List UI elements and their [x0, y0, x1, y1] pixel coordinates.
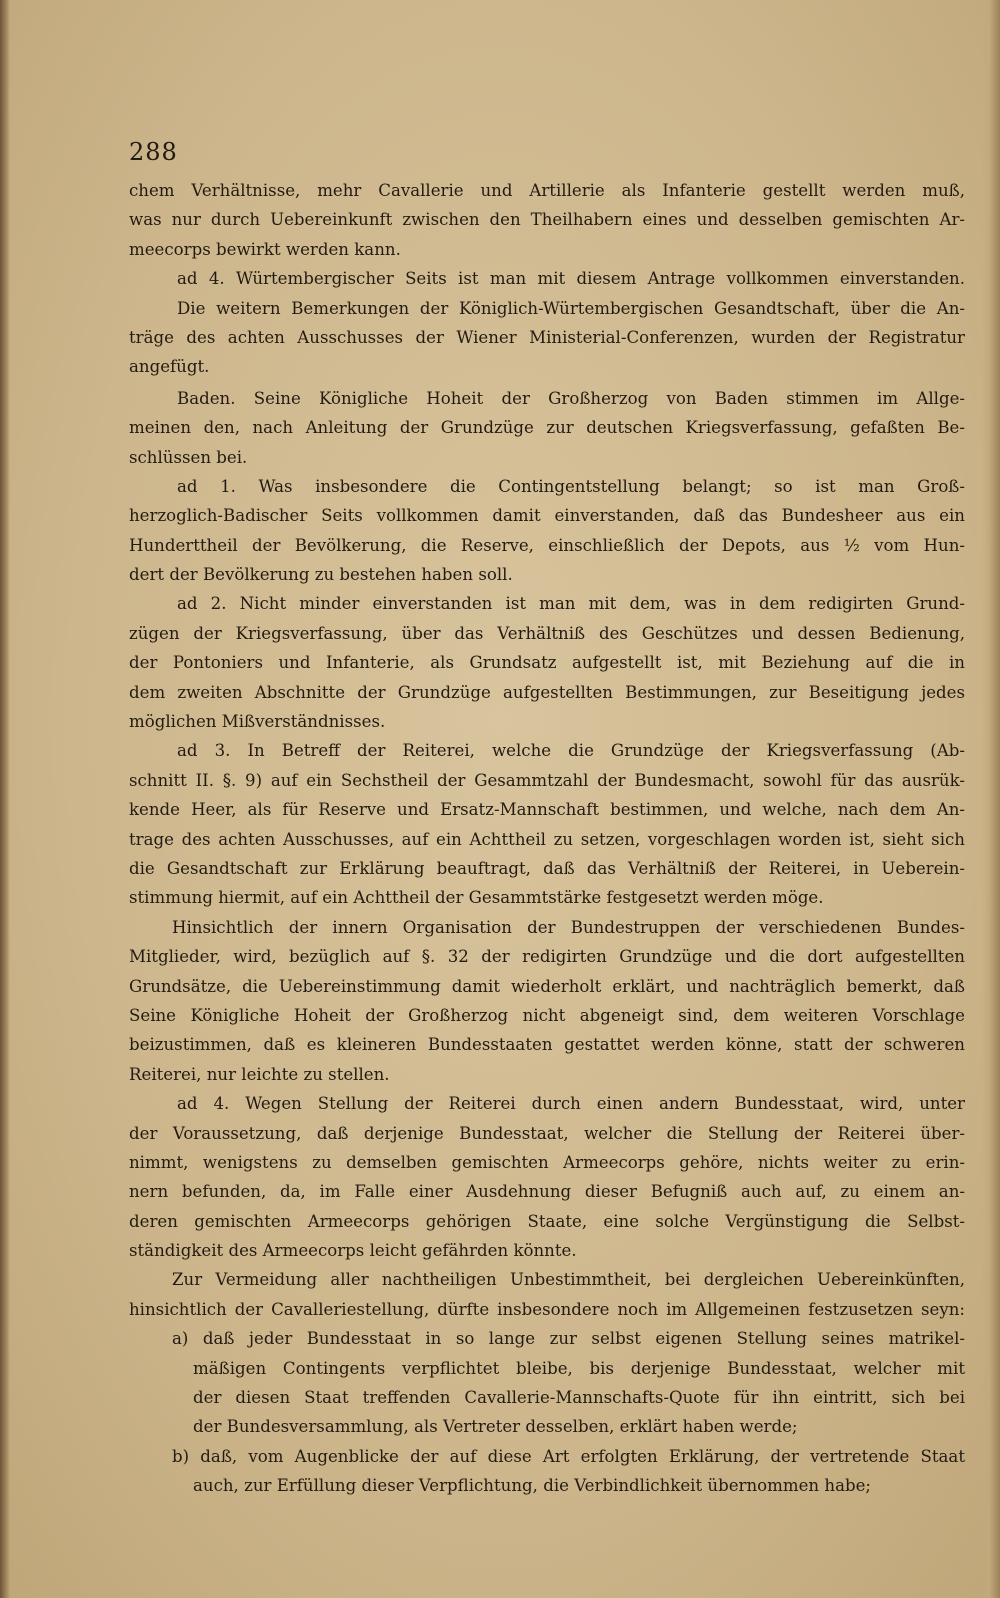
- text-line: ständigkeit des Armeecorps leicht gefährden könnte.: [129, 1241, 577, 1261]
- text-line: Grundsätze, die Uebereinstimmung damit wiederholt erklärt, und nachträglich bemerkt, daß: [129, 976, 965, 996]
- text-line: Hunderttheil der Bevölkerung, die Reserve, einschließlich der Depots, aus ½ vom Hun-: [129, 535, 965, 555]
- text-line: ad 2. Nicht minder einverstanden ist man mit dem, was in dem redigirten Grund-: [177, 594, 965, 614]
- text-line: Baden. Seine Königliche Hoheit der Großherzog von Baden stimmen im Allge-: [177, 388, 965, 408]
- text-line: chem Verhältnisse, mehr Cavallerie und Artillerie als Infanterie gestellt werden muß,: [129, 181, 965, 200]
- text-line: meecorps bewirkt werden kann.: [129, 239, 401, 259]
- text-line: Hinsichtlich der innern Organisation der Bundestruppen der verschiedenen Bundes-: [172, 917, 965, 937]
- text-line: Reiterei, nur leichte zu stellen.: [129, 1064, 390, 1084]
- text-line: nimmt, wenigstens zu demselben gemischten Armeecorps gehöre, nichts weiter zu erin-: [129, 1152, 965, 1172]
- text-line: beizustimmen, daß es kleineren Bundesstaaten gestattet werden könne, statt der schweren: [129, 1035, 965, 1055]
- text-line: ad 4. Wegen Stellung der Reiterei durch einen andern Bundesstaat, wird, unter: [177, 1094, 965, 1114]
- text-line: der diesen Staat treffenden Cavallerie-Mannschafts-Quote für ihn eintritt, sich bei: [193, 1388, 965, 1408]
- text-line: der Pontoniers und Infanterie, als Grundsatz aufgestellt ist, mit Beziehung auf die in: [129, 653, 965, 673]
- text-line: auch, zur Erfüllung dieser Verpflichtung, die Verbindlichkeit übernommen habe;: [193, 1476, 872, 1496]
- text-line: ad 4. Würtembergischer Seits ist man mit diesem Antrage vollkommen einverstanden.: [177, 269, 965, 289]
- text-line: der Voraussetzung, daß derjenige Bundesstaat, welcher die Stellung der Reiterei über-: [129, 1123, 965, 1143]
- text-line: Seine Königliche Hoheit der Großherzog nicht abgeneigt sind, dem weiteren Vorschlage: [129, 1005, 965, 1025]
- text-line: nern befunden, da, im Falle einer Ausdehnung dieser Befugniß auch auf, zu einem an-: [129, 1182, 965, 1202]
- text-line: hinsichtlich der Cavalleriestellung, dürfte insbesondere noch im Allgemeinen festzusetzen seyn:: [129, 1299, 965, 1319]
- text-line: der Bundesversammlung, als Vertreter desselben, erklärt haben werde;: [193, 1417, 798, 1437]
- body-text: [129, 176, 965, 1501]
- text-line: ad 1. Was insbesondere die Contingentstellung belangt; so ist man Groß-: [177, 476, 965, 496]
- text-line: trage des achten Ausschusses, auf ein Achttheil zu setzen, vorgeschlagen worden ist, sieht sich: [129, 829, 965, 849]
- text-line: a) daß jeder Bundesstaat in so lange zur selbst eigenen Stellung seines matrikel-: [172, 1329, 965, 1349]
- page-number: 288: [129, 138, 178, 166]
- text-line: Zur Vermeidung aller nachtheiligen Unbestimmtheit, bei dergleichen Uebereinkünften,: [172, 1270, 965, 1290]
- text-line: dem zweiten Abschnitte der Grundzüge aufgestellten Bestimmungen, zur Beseitigung jedes: [129, 682, 965, 702]
- text-line: meinen den, nach Anleitung der Grundzüge zur deutschen Kriegsverfassung, gefaßten Be-: [129, 418, 965, 438]
- text-line: zügen der Kriegsverfassung, über das Verhältniß des Geschützes und dessen Bedienung,: [129, 623, 965, 643]
- text-line: die Gesandtschaft zur Erklärung beauftragt, daß das Verhältniß der Reiterei, in Ueberein-: [129, 858, 965, 878]
- text-line: deren gemischten Armeecorps gehörigen Staate, eine solche Vergünstigung die Selbst-: [129, 1211, 965, 1231]
- text-line: schlüssen bei.: [129, 447, 248, 467]
- page-right-edge-shadow: [982, 0, 1000, 1598]
- text-line: Mitglieder, wird, bezüglich auf §. 32 der redigirten Grundzüge und die dort aufgestellten: [129, 947, 965, 967]
- text-line: kende Heer, als für Reserve und Ersatz-Mannschaft bestimmen, und welche, nach dem An-: [129, 800, 965, 820]
- text-line: dert der Bevölkerung zu bestehen haben soll.: [129, 565, 513, 585]
- text-line: angefügt.: [129, 357, 210, 377]
- text-line: Die weitern Bemerkungen der Königlich-Würtembergischen Gesandtschaft, über die An-: [177, 298, 965, 318]
- text-line: b) daß, vom Augenblicke der auf diese Art erfolgten Erklärung, der vertretende Staat: [172, 1446, 965, 1466]
- text-line: schnitt II. §. 9) auf ein Sechstheil der Gesammtzahl der Bundesmacht, sowohl für das ausrük-: [129, 770, 965, 790]
- text-line: möglichen Mißverständnisses.: [129, 712, 386, 732]
- text-line: was nur durch Uebereinkunft zwischen den Theilhabern eines und desselben gemischten Ar-: [129, 210, 965, 230]
- text-line: stimmung hiermit, auf ein Achttheil der Gesammtstärke festgesetzt werden möge.: [129, 888, 824, 908]
- text-line: ad 3. In Betreff der Reiterei, welche die Grundzüge der Kriegsverfassung (Ab-: [177, 741, 965, 761]
- page-left-edge-shadow: [0, 0, 10, 1598]
- text-line: herzoglich-Badischer Seits vollkommen damit einverstanden, daß das Bundesheer aus ein: [129, 506, 965, 526]
- text-line: mäßigen Contingents verpflichtet bleibe, bis derjenige Bundesstaat, welcher mit: [193, 1358, 965, 1378]
- text-line: träge des achten Ausschusses der Wiener Ministerial-Conferenzen, wurden der Registratur: [129, 327, 965, 347]
